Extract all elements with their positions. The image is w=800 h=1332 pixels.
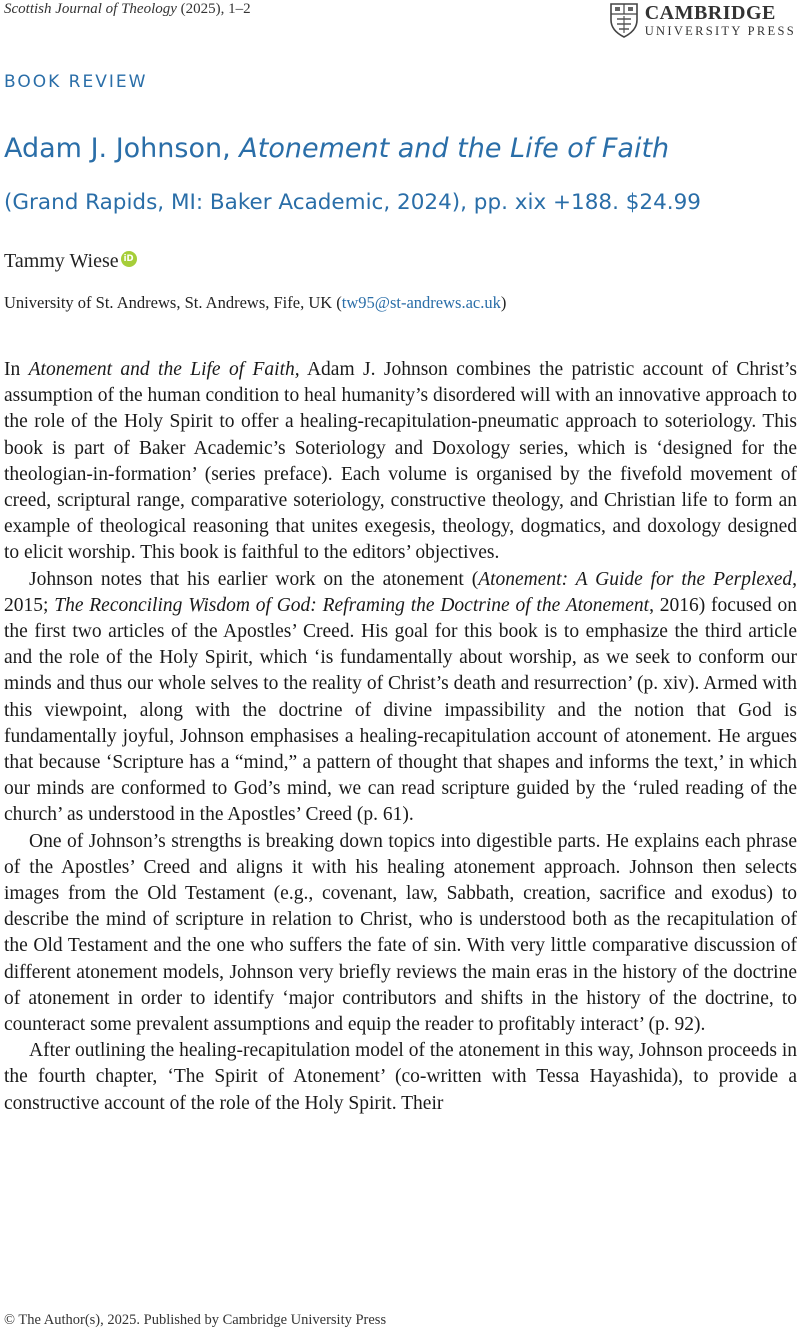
author-affiliation <box>4 293 506 313</box>
p2-book-title-2: The Reconciling Wisdom of God: Reframing the Doctrine of the Atonement <box>54 594 650 616</box>
cambridge-shield-icon <box>609 2 639 38</box>
section-label: BOOK REVIEW <box>4 72 148 92</box>
author-name: Tammy Wiese <box>4 250 119 272</box>
journal-meta: (2025), 1–2 <box>176 1 251 17</box>
author-line <box>4 250 137 273</box>
paragraph-1 <box>4 357 797 567</box>
p2-text-c: , 2015; <box>4 568 797 616</box>
publisher-logo <box>609 2 796 38</box>
paragraph-3: One of Johnson’s strengths is breaking down topics into digestible parts. He explains each phrase of the Apostles’ Creed and aligns it with his healing atonement approach. Johnson then selects images from the Old Testament (e.g., covenant, law, Sabbath, creation, sacrifice and exodus) to describe the mind of scripture in relation to Christ, who is understood both as the recapitulation of the Old Testament and the one who suffers the fate of sin. With very little comparative discussion of different atonement models, Johnson very briefly reviews the main eras in the history of the doctrine of atonement in order to identify ‘major contributors and shifts in the history of the doctrine, to counteract some prevalent assumptions and equip the reader to profitably interact’ (p. 92). <box>4 830 797 1036</box>
journal-citation <box>4 1 251 18</box>
paragraph-4: After outlining the healing-recapitulation model of the atonement in this way, Johnson proceeds in the fourth chapter, ‘The Spirit of Atonement’ (co-written with Tessa Hayashida), to provide a constructive account of the role of the Holy Spirit. Their <box>4 1040 797 1114</box>
journal-name: Scottish Journal of Theology <box>4 1 177 17</box>
paragraph-2 <box>4 567 797 829</box>
article-subtitle: (Grand Rapids, MI: Baker Academic, 2024), pp. xix +188. $24.99 <box>4 190 701 215</box>
p2-text-e: , 2016) focused on the first two articles of the Apostles’ Creed. His goal for this book is to emphasize the third article and the role of the Holy Spirit, which ‘is fundamentally about worship, as we seek to conform our minds and thus our whole selves to the reality of Christ’s death and resurrection’ (p. xiv). Armed with this viewpoint, along with the doctrine of divine impassibility and the notion that God is fundamentally joyful, Johnson emphasises a healing-recapitulation account of atonement. He argues that because ‘Scripture has a “mind,” a pattern of thought that shapes and informs the text,’ in which our minds are conformed to God’s mind, we can read scripture guided by the ‘ruled reading of the church’ as understood in the Apostles’ Creed (p. 61). <box>4 594 798 826</box>
p1-text-c: Adam J. Johnson combines the patristic account of Christ’s assumption of the human condition to heal humanity’s disordered will with an innovative approach to the role of the Holy Spirit to offer a healing-recapitulation-pneumatic approach to soteriology. This book is part of Baker Academic’s Soteriology and Doxology series, which is ‘designed for the theologian-in-formation’ (series preface). Each volume is organised by the fivefold movement of creed, scriptural range, comparative soteriology, constructive theology, and Christian life to form an example of theological reasoning that unites exegesis, theology, dogmatics, and doxology designed to elicit worship. This book is faithful to the editors’ objectives. <box>4 359 798 564</box>
review-body <box>4 357 797 1117</box>
p2-text-a: Johnson notes that his earlier work on the atonement ( <box>29 568 479 590</box>
affiliation-text: University of St. Andrews, St. Andrews, Fife, UK ( <box>4 293 342 312</box>
publisher-name: CAMBRIDGE <box>644 2 776 24</box>
affiliation-close: ) <box>500 293 507 312</box>
p2-book-title-1: Atonement: A Guide for the Perplexed <box>478 568 793 590</box>
author-email-link[interactable]: tw95@st-andrews.ac.uk <box>341 293 501 312</box>
article-title <box>4 133 794 164</box>
orcid-icon[interactable]: iD <box>121 251 137 267</box>
publisher-subname: UNIVERSITY PRESS <box>644 24 796 38</box>
title-book: Atonement and the Life of Faith <box>239 133 670 164</box>
p1-book-title: Atonement and the Life of Faith, <box>28 359 300 380</box>
title-author: Adam J. Johnson, <box>4 133 240 164</box>
copyright-footer: © The Author(s), 2025. Published by Cambridge University Press <box>4 1312 387 1328</box>
p1-text-a: In <box>4 359 29 380</box>
